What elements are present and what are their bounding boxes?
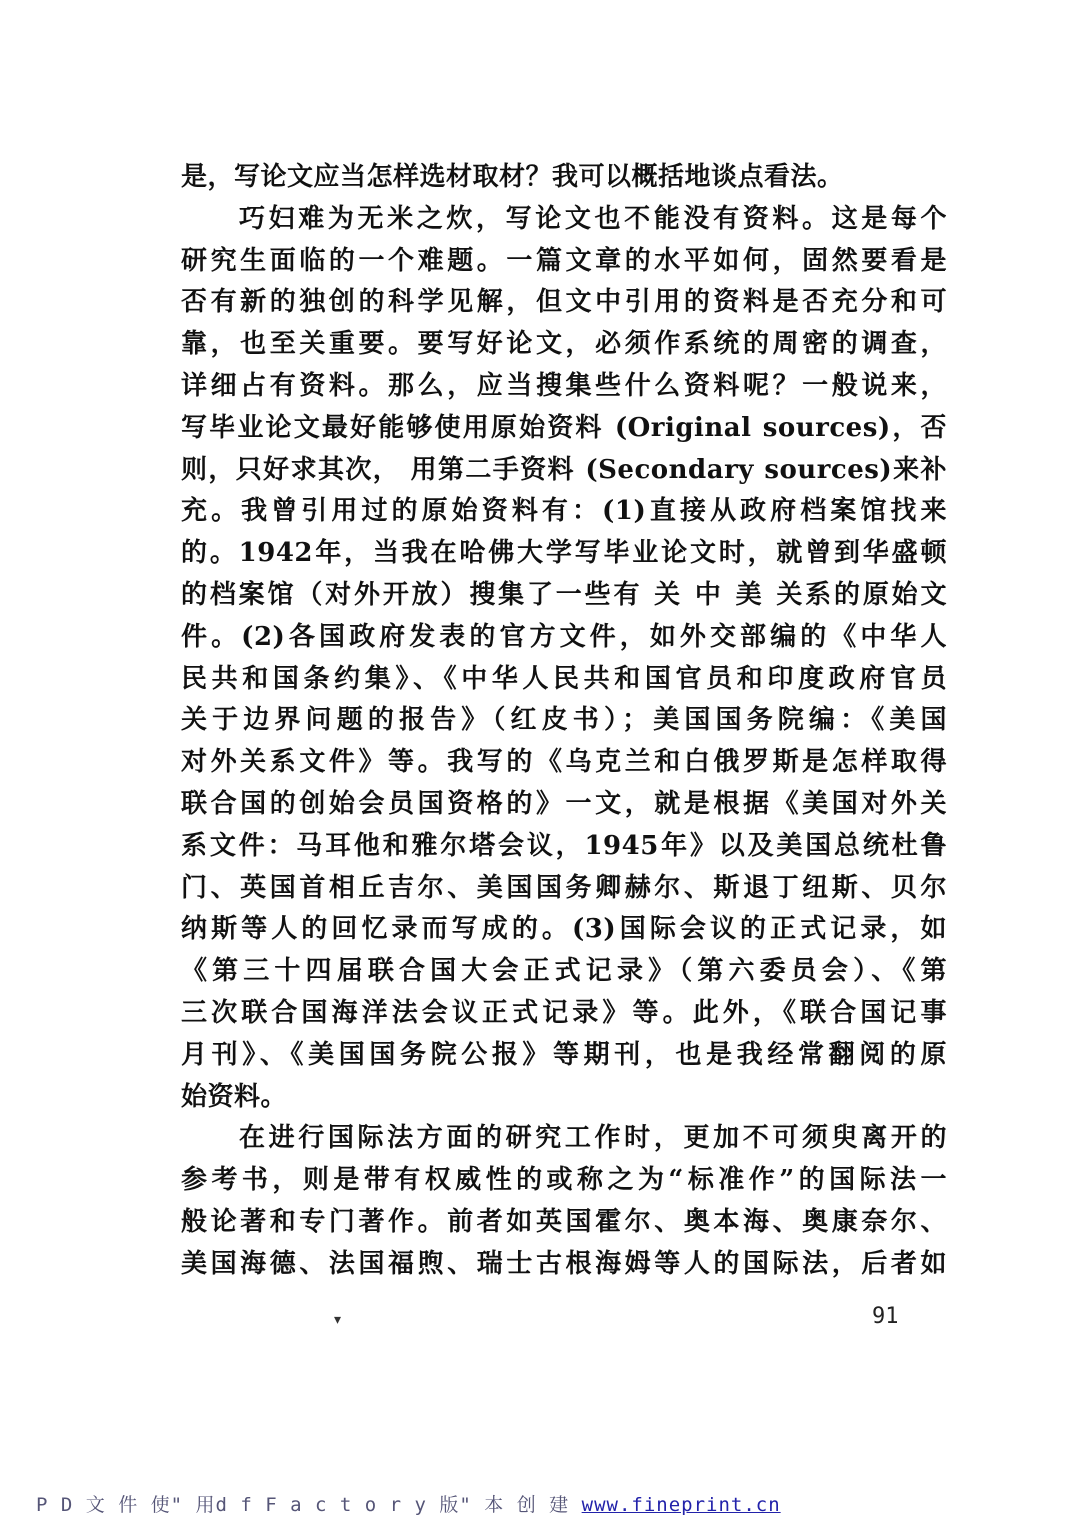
text-line: 纳斯等人的回忆录而写成的。(3)国际会议的正式记录，如 [181, 914, 947, 945]
text-line: 始资料。 [181, 1081, 288, 1112]
watermark-link[interactable]: www.fineprint.cn [581, 1494, 781, 1516]
watermark-text: P D 文 件 使" 用d f F a c t o r y 版" 本 创 建 [36, 1494, 570, 1516]
text-line: 对外关系文件》等。我写的《乌克兰和白俄罗斯是怎样取得 [181, 747, 947, 778]
text-line: 系文件：马耳他和雅尔塔会议，1945年》以及美国总统杜鲁 [181, 830, 947, 861]
text-line: 写毕业论文最好能够使用原始资料 (Original sources)，否 [181, 412, 947, 443]
text-line: 件。(2)各国政府发表的官方文件，如外交部编的《中华人 [181, 621, 947, 652]
text-line: 是，写论文应当怎样选材取材？我可以概括地谈点看法。 [181, 162, 844, 192]
text-line: 般论著和专门著作。前者如英国霍尔、奥本海、奥康奈尔、 [181, 1206, 947, 1237]
text-line: 参考书，则是带有权威性的或称之为“标准作”的国际法一 [181, 1165, 947, 1196]
text-line: 民共和国条约集》、《中华人民共和国官员和印度政府官员 [181, 663, 947, 694]
page-number: 91 [872, 1304, 899, 1329]
text-line: 的。1942年，当我在哈佛大学写毕业论文时，就曾到华盛顿 [181, 538, 947, 569]
text-line: 充。我曾引用过的原始资料有：(1)直接从政府档案馆找来 [181, 496, 947, 527]
body-text [181, 157, 947, 1286]
text-line: 靠，也至关重要。要写好论文，必须作系统的周密的调查， [181, 329, 947, 360]
stray-mark: ▾ [334, 1312, 342, 1328]
text-line: 《第三十四届联合国大会正式记录》（第六委员会）、《第 [181, 956, 947, 987]
text-line: 否有新的独创的科学见解，但文中引用的资料是否充分和可 [181, 287, 947, 318]
text-line: 在进行国际法方面的研究工作时，更加不可须臾离开的 [239, 1123, 947, 1154]
text-line: 巧妇难为无米之炊，写论文也不能没有资料。这是每个 [239, 203, 947, 234]
text-line: 月刊》、《美国国务院公报》等期刊，也是我经常翻阅的原 [181, 1039, 947, 1070]
text-line: 研究生面临的一个难题。一篇文章的水平如何，固然要看是 [181, 245, 947, 276]
text-line: 则，只好求其次， 用第二手资料 (Secondary sources)来补 [181, 454, 947, 485]
text-line: 关于边界问题的报告》（红皮书）；美国国务院编：《美国 [181, 705, 947, 736]
text-line: 联合国的创始会员国资格的》一文，就是根据《美国对外关 [181, 788, 947, 819]
text-line: 的档案馆（对外开放）搜集了一些有 关 中 美 关系的原始文 [181, 579, 947, 610]
pdf-watermark-footer [36, 1490, 781, 1517]
text-line: 美国海德、法国福煦、瑞士古根海姆等人的国际法，后者如 [181, 1248, 947, 1279]
text-line: 门、英国首相丘吉尔、美国国务卿赫尔、斯退丁纽斯、贝尔 [181, 872, 947, 903]
text-line: 三次联合国海洋法会议正式记录》等。此外，《联合国记事 [181, 997, 947, 1028]
text-line: 详细占有资料。那么，应当搜集些什么资料呢？一般说来， [181, 370, 947, 401]
